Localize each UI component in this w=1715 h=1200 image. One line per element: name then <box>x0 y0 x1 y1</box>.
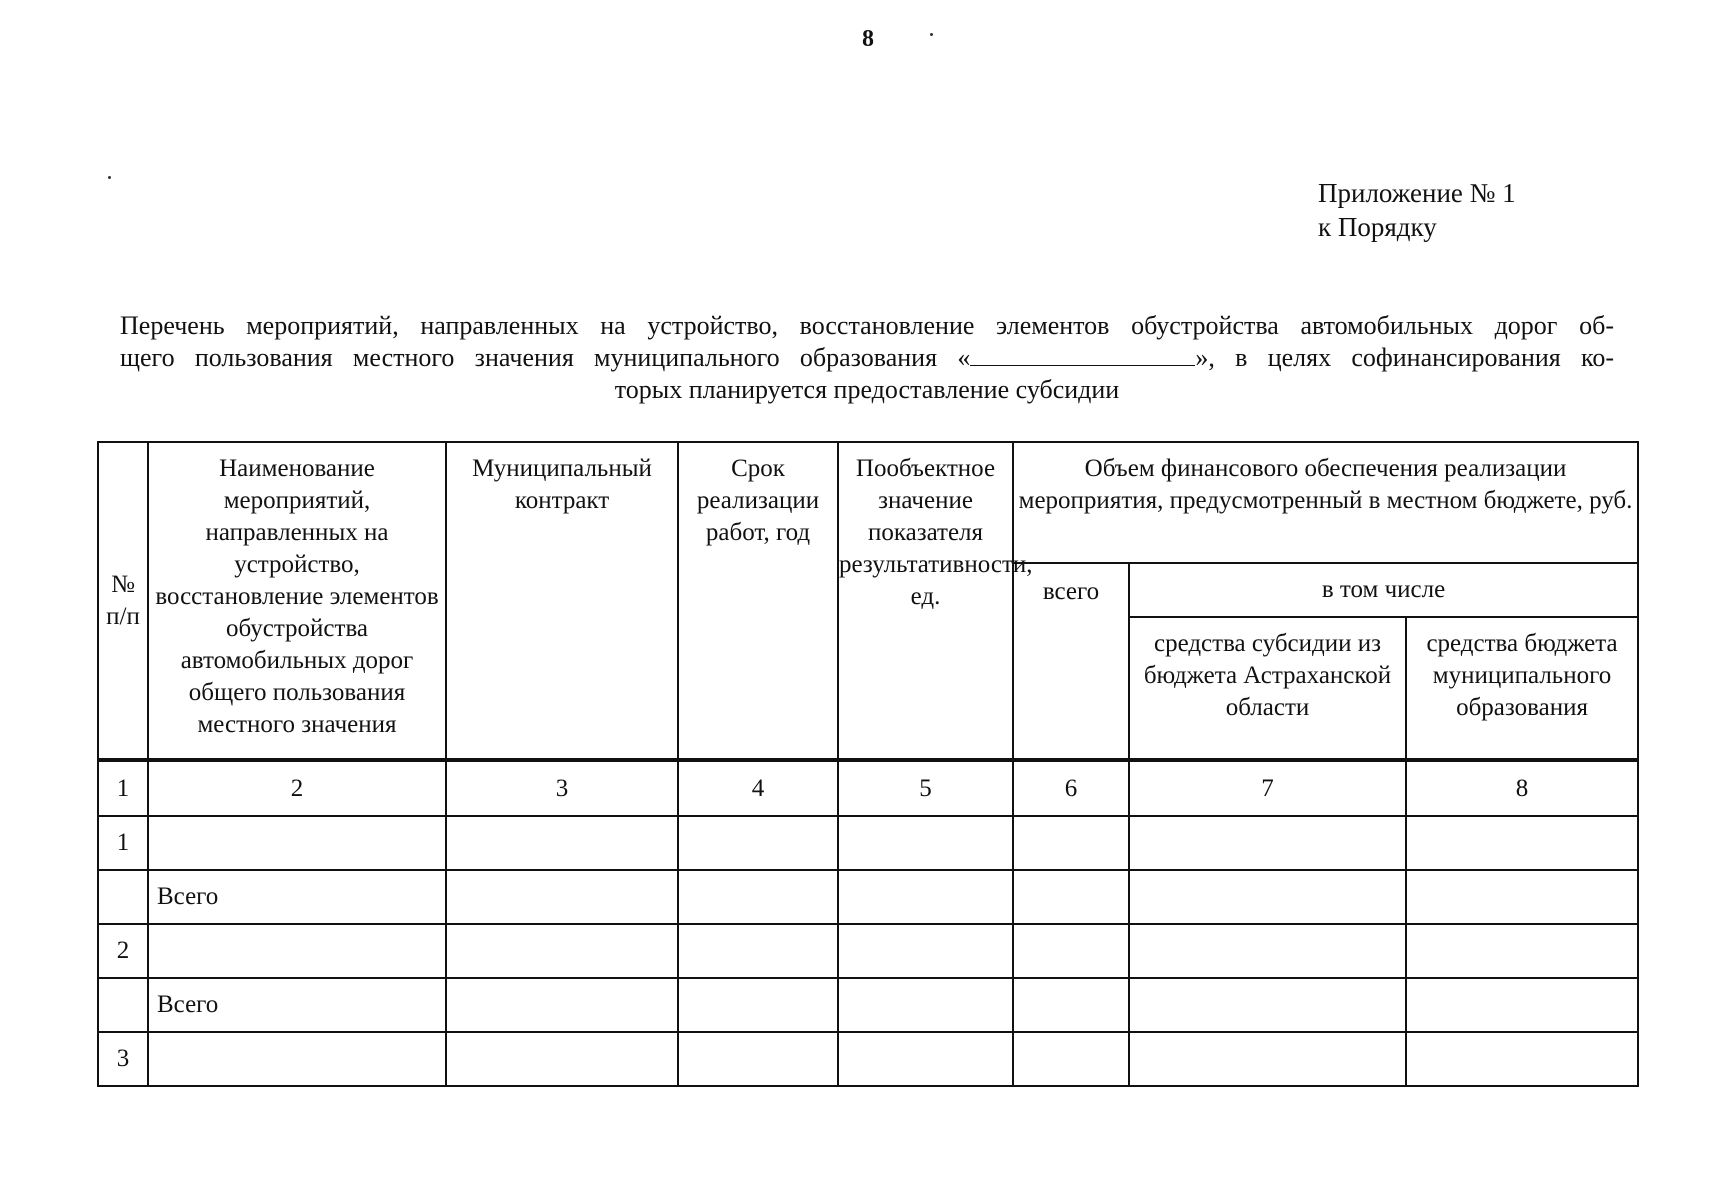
row-number: 2 <box>98 924 148 978</box>
empty-cell <box>1129 870 1406 924</box>
empty-cell <box>678 978 838 1032</box>
row-label <box>148 816 446 870</box>
row-label: Всего <box>148 978 446 1032</box>
empty-cell <box>446 924 678 978</box>
empty-cell <box>1406 870 1638 924</box>
header-contract: Муниципальный контракт <box>446 442 678 760</box>
empty-cell <box>1406 924 1638 978</box>
empty-cell <box>838 870 1013 924</box>
empty-cell <box>1013 816 1129 870</box>
table-row <box>98 924 1638 978</box>
header-including: в том числе <box>1129 563 1638 617</box>
empty-cell <box>446 870 678 924</box>
empty-cell <box>838 978 1013 1032</box>
scan-speck <box>108 176 111 179</box>
header-volume: Объем финансового обеспечения реализации мероприятия, предусмотренный в местном бюджете, руб. <box>1013 442 1638 563</box>
empty-cell <box>1129 816 1406 870</box>
header-term: Срок реализации работ, год <box>678 442 838 760</box>
empty-cell <box>1129 1032 1406 1086</box>
column-number: 6 <box>1013 760 1129 816</box>
empty-cell <box>838 924 1013 978</box>
column-numbers-row <box>98 760 1638 816</box>
row-label <box>148 1032 446 1086</box>
empty-cell <box>446 978 678 1032</box>
row-label: Всего <box>148 870 446 924</box>
scan-speck <box>930 33 933 36</box>
header-total: всего <box>1013 563 1129 760</box>
column-number: 7 <box>1129 760 1406 816</box>
empty-cell <box>838 1032 1013 1086</box>
column-number: 3 <box>446 760 678 816</box>
header-municipal: средства бюджета муниципального образования <box>1406 617 1638 760</box>
row-number: 3 <box>98 1032 148 1086</box>
empty-cell <box>446 1032 678 1086</box>
empty-cell <box>1013 978 1129 1032</box>
empty-cell <box>446 816 678 870</box>
empty-cell <box>838 816 1013 870</box>
row-number <box>98 978 148 1032</box>
activities-table <box>97 441 1639 1087</box>
header-num: № п/п <box>98 442 148 760</box>
municipality-blank-field <box>970 343 1195 366</box>
empty-cell <box>678 816 838 870</box>
heading-line-2-start: щего пользования местного значения муниципального образования « <box>120 343 971 372</box>
empty-cell <box>1013 870 1129 924</box>
empty-cell <box>1013 924 1129 978</box>
column-number: 5 <box>838 760 1013 816</box>
heading-line-2 <box>120 342 1614 374</box>
appendix-line-1: Приложение № 1 <box>1318 178 1516 208</box>
heading-line-1: Перечень мероприятий, направленных на устройство, восстановление элементов обустройства автомобильных дорог об- <box>120 311 1614 340</box>
header-name: Наименование мероприятий, направленных на устройство, восстановление элементов обустройства автомобильных дорог общего пользования местного значения <box>148 442 446 760</box>
column-number: 1 <box>98 760 148 816</box>
empty-cell <box>1406 1032 1638 1086</box>
heading-line-3: торых планируется предоставление субсидии <box>614 375 1120 404</box>
row-number <box>98 870 148 924</box>
header-subsidy: средства субсидии из бюджета Астраханской области <box>1129 617 1406 760</box>
heading-line-2-end: », в целях софинансирования ко- <box>1195 343 1614 372</box>
column-number: 8 <box>1406 760 1638 816</box>
empty-cell <box>1129 924 1406 978</box>
page-number: 8 <box>862 26 874 52</box>
table-row <box>98 1032 1638 1086</box>
appendix-label <box>1318 176 1516 244</box>
row-number: 1 <box>98 816 148 870</box>
row-label <box>148 924 446 978</box>
column-number: 2 <box>148 760 446 816</box>
empty-cell <box>1013 1032 1129 1086</box>
table-row <box>98 978 1638 1032</box>
appendix-line-2: к Порядку <box>1318 212 1437 242</box>
header-indicator: Пообъектное значение показателя результативности, ед. <box>838 442 1013 760</box>
table-row <box>98 816 1638 870</box>
empty-cell <box>1129 978 1406 1032</box>
empty-cell <box>1406 816 1638 870</box>
table-row <box>98 870 1638 924</box>
empty-cell <box>678 1032 838 1086</box>
empty-cell <box>1406 978 1638 1032</box>
empty-cell <box>678 924 838 978</box>
document-heading <box>120 310 1614 406</box>
empty-cell <box>678 870 838 924</box>
column-number: 4 <box>678 760 838 816</box>
